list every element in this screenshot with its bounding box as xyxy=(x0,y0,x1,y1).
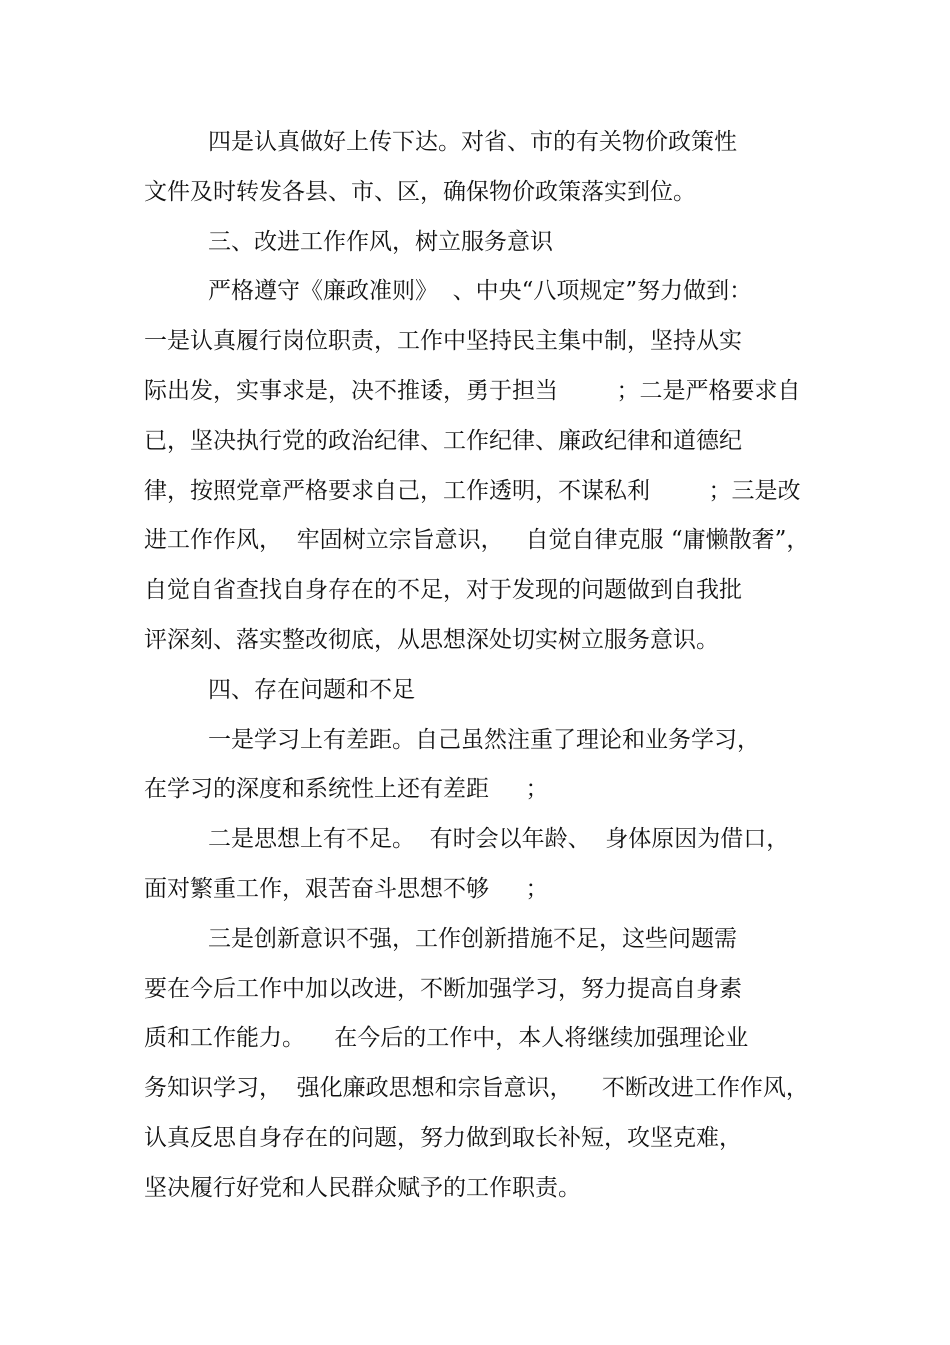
paragraph-line: 质和工作能力。 在今后的工作中，本人将继续加强理论业 xyxy=(144,1025,749,1051)
section-heading: 四、存在问题和不足 xyxy=(208,677,415,703)
paragraph-line: 一是学习上有差距。自己虽然注重了理论和业务学习， xyxy=(208,727,760,753)
paragraph-line: 律，按照党章严格要求自己，工作透明，不谋私利 ；三是改 xyxy=(144,478,801,504)
paragraph-line: 二是思想上有不足。 有时会以年龄、 身体原因为借口， xyxy=(208,826,790,852)
paragraph-line: 在学习的深度和系统性上还有差距 ； xyxy=(144,776,549,802)
paragraph-line: 坚决履行好党和人民群众赋予的工作职责。 xyxy=(144,1175,581,1201)
paragraph-line: 自觉自省查找自身存在的不足，对于发现的问题做到自我批 xyxy=(144,577,742,603)
paragraph-line: 际出发，实事求是，决不推诿，勇于担当 ；二是严格要求自 xyxy=(144,378,801,404)
paragraph-line: 已，坚决执行党的政治纪律、工作纪律、廉政纪律和道德纪 xyxy=(144,428,742,454)
paragraph-line: 文件及时转发各县、市、区，确保物价政策落实到位。 xyxy=(144,179,696,205)
paragraph-line: 严格遵守《廉政准则》 、中央“八项规定”努力做到： xyxy=(208,278,753,304)
paragraph-line: 四是认真做好上传下达。对省、市的有关物价政策性 xyxy=(208,129,737,155)
paragraph-line: 务知识学习， 强化廉政思想和宗旨意识， 不断改进工作作风， xyxy=(144,1075,809,1101)
paragraph-line: 评深刻、落实整改彻底，从思想深处切实树立服务意识。 xyxy=(144,627,719,653)
paragraph-line: 面对繁重工作，艰苦奋斗思想不够 ； xyxy=(144,876,549,902)
paragraph-line: 进工作作风， 牢固树立宗旨意识， 自觉自律克服 “庸懒散奢”， xyxy=(144,527,810,553)
paragraph-line: 认真反思自身存在的问题，努力做到取长补短，攻坚克难， xyxy=(144,1125,742,1151)
paragraph-line: 一是认真履行岗位职责，工作中坚持民主集中制，坚持从实 xyxy=(144,328,742,354)
paragraph-line: 要在今后工作中加以改进，不断加强学习，努力提高自身素 xyxy=(144,976,742,1002)
section-heading: 三、改进工作作风，树立服务意识 xyxy=(208,229,553,255)
paragraph-line: 三是创新意识不强，工作创新措施不足，这些问题需 xyxy=(208,926,737,952)
